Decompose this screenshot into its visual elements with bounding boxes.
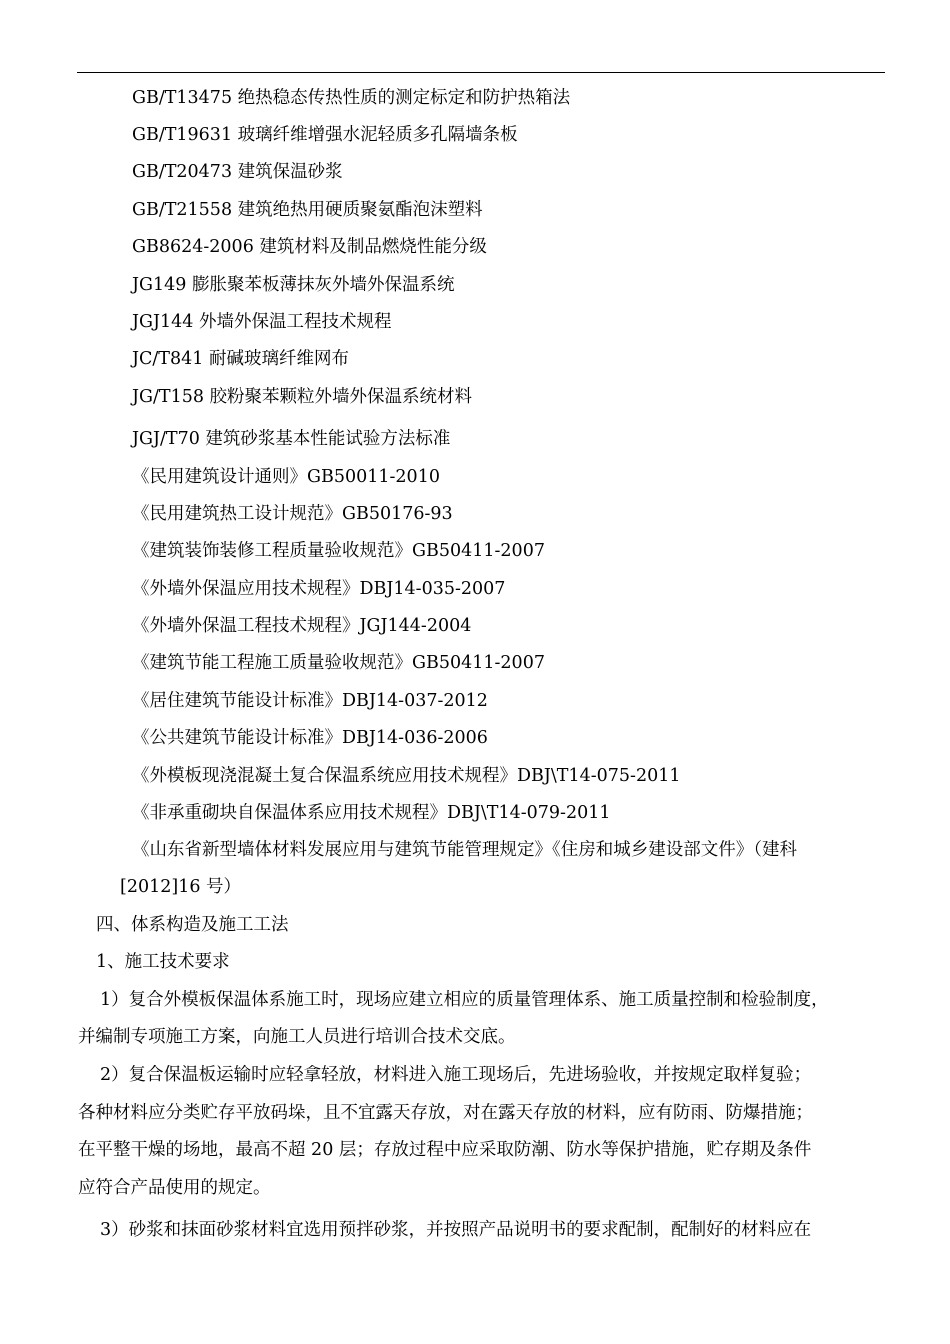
reference-item: GB8624-2006 建筑材料及制品燃烧性能分级 [132,237,487,257]
paragraph-line: 1）复合外模板保温体系施工时，现场应建立相应的质量管理体系、施工质量控制和检验制度， [100,990,829,1010]
reference-item: JGJ144 外墙外保温工程技术规程 [132,312,392,332]
reference-item: 《居住建筑节能设计标准》DBJ14-037-2012 [132,691,488,711]
paragraph-line: 在平整干燥的场地，最高不超 20 层；存放过程中应采取防潮、防水等保护措施，贮存期及条件 [78,1140,812,1160]
reference-item: JGJ/T70 建筑砂浆基本性能试验方法标准 [132,429,451,449]
reference-item: GB/T21558 建筑绝热用硬质聚氨酯泡沫塑料 [132,200,483,220]
reference-item: 《民用建筑设计通则》GB50011-2010 [132,467,440,487]
reference-item: JG/T158 胶粉聚苯颗粒外墙外保温系统材料 [132,387,473,407]
reference-item: 《非承重砌块自保温体系应用技术规程》DBJ\T14-079-2011 [132,803,611,823]
paragraph-line: 并编制专项施工方案，向施工人员进行培训合技术交底。 [78,1027,516,1047]
reference-item: JC/T841 耐碱玻璃纤维网布 [132,349,349,369]
paragraph-line: 各种材料应分类贮存平放码垛，且不宜露天存放，对在露天存放的材料，应有防雨、防爆措施； [78,1103,813,1123]
reference-item: 《民用建筑热工设计规范》GB50176-93 [132,504,453,524]
paragraph-line: 应符合产品使用的规定。 [78,1178,271,1198]
reference-item: 《外墙外保温应用技术规程》DBJ14-035-2007 [132,579,506,599]
reference-item-continuation: [2012]16 号） [120,877,242,897]
reference-item: 《山东省新型墙体材料发展应用与建筑节能管理规定》《住房和城乡建设部文件》（建科 [132,840,797,860]
reference-item: 《公共建筑节能设计标准》DBJ14-036-2006 [132,728,488,748]
reference-item: JG149 膨胀聚苯板薄抹灰外墙外保温系统 [132,275,455,295]
section-heading: 四、体系构造及施工工法 [96,915,289,935]
paragraph-line: 3）砂浆和抹面砂浆材料宜选用预拌砂浆，并按照产品说明书的要求配制，配制好的材料应在 [100,1220,812,1240]
header-rule [77,72,885,73]
paragraph-line: 2）复合保温板运输时应轻拿轻放，材料进入施工现场后，先进场验收，并按规定取样复验； [100,1065,812,1085]
reference-item: GB/T20473 建筑保温砂浆 [132,162,343,182]
reference-item: 《外墙外保温工程技术规程》JGJ144-2004 [132,616,472,636]
subsection-heading: 1、施工技术要求 [96,952,230,972]
reference-item: GB/T19631 玻璃纤维增强水泥轻质多孔隔墙条板 [132,125,518,145]
reference-item: GB/T13475 绝热稳态传热性质的测定标定和防护热箱法 [132,88,571,108]
reference-item: 《建筑节能工程施工质量验收规范》GB50411-2007 [132,653,545,673]
reference-item: 《建筑装饰装修工程质量验收规范》GB50411-2007 [132,541,545,561]
reference-item: 《外模板现浇混凝土复合保温系统应用技术规程》DBJ\T14-075-2011 [132,766,681,786]
